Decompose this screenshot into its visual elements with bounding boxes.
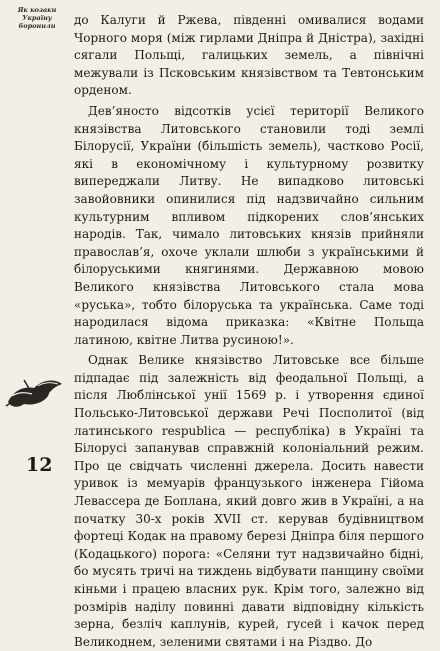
paragraph: Дев’яносто відсотків усієї території Великого князівства Литовського становили тоді землі Білорусії, України (більшість земель), частково Росії, які в економічному і культурному розвитку випереджали Литву. Не випадково литовські завойовники опинилися під надзвичайно сильним культурним впливом підкорених слов’янських народів. Так, чимало литовських князів прийняли православ’я, охоче уклали шлюби з українськими й білоруськими княгинями. Державною мовою Великого князівства Литовського стала мова «руська», тобто білоруська та українська. Саме тоді народилася відома приказка: «Квітне Польща латиною, квітне Литва русиною!». [74,103,424,347]
running-title [8,6,66,30]
running-title-line: Як козаки [17,6,57,14]
main-text [74,12,424,651]
paragraph: до Калуги й Ржева, південні омивалися водами Чорного моря (між гирлами Дніпра й Дністра), західні сягали Польщі, галицьких земель, а північні межували із Псковським князівством та Тевтонським орденом. [74,13,424,98]
page-number: 12 [26,454,53,476]
cossack-ornament-icon [4,372,66,410]
paragraph: Однак Велике князівство Литовське все більше підпадає під залежність від феодальної Польщі, а після Люблінської унії 1569 р. і утворення єдиної Польсько-Литовської держави Речі Посполитої (від латинського respublica — республіка) в Україні та Білорусі запанував справжній колоніальний режим. Про це свідчать численні джерела. Досить навести уривок із мемуарів французького інженера Гійома Левассера де Боплана, який довго жив в Україні, а на початку 30-х років XVII ст. керував будівництвом фортеці Кодак на правому березі Дніпра біля першого (Кодацького) порога: «Селяни тут надзвичайно бідні, бо мусять тричі на тиждень відбувати панщину своїми кіньми і працею власних рук. Крім того, залежно від розмірів наділу повинні давати відповідну кількість зерна, безліч каплунів, курей, гусей і качок перед Великоднем, зеленими святами і на Різдво. До [74,353,424,649]
running-title-line: боронили [18,22,56,30]
running-title-line: Україну [22,14,52,22]
